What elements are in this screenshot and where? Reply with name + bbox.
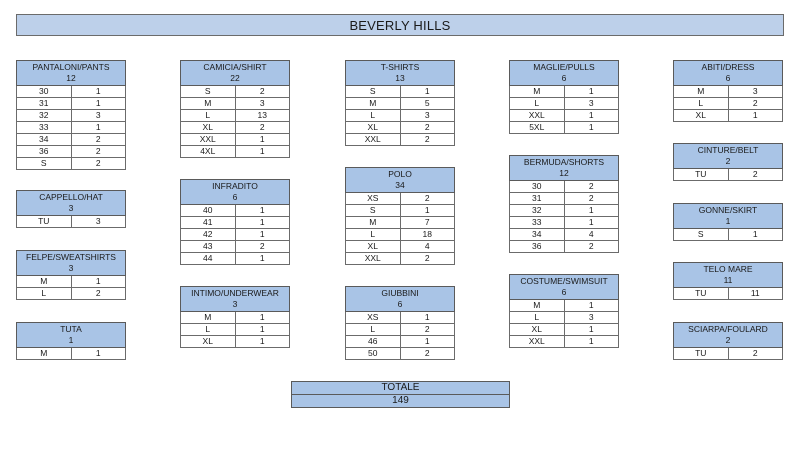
size-cell: 30: [510, 181, 565, 192]
table-row: [16, 288, 126, 300]
quantity-cell: 1: [588, 205, 594, 215]
table-row: [180, 312, 290, 324]
quantity-cell: 1: [752, 110, 758, 120]
table-row: [673, 348, 783, 360]
size-cell: S: [346, 205, 401, 216]
table-row: [16, 122, 126, 134]
size-cell: TU: [674, 348, 729, 359]
size-cell: S: [181, 86, 236, 97]
table-bermuda: [509, 155, 619, 253]
quantity-cell: 2: [424, 348, 430, 358]
table-row: [345, 193, 455, 205]
table-row: [509, 205, 619, 217]
size-cell: M: [346, 98, 401, 109]
table-pantaloni: [16, 60, 126, 170]
table-header: [16, 190, 126, 216]
quantity-cell: 1: [259, 134, 265, 144]
size-cell: L: [674, 98, 729, 109]
category-count: 12: [66, 73, 76, 83]
size-cell: 46: [346, 336, 401, 347]
quantity-cell: 2: [95, 288, 101, 298]
size-cell: XXL: [181, 134, 236, 145]
table-row: [16, 158, 126, 170]
size-cell: TU: [674, 169, 729, 180]
quantity-cell: 1: [95, 122, 101, 132]
table-gonne: [673, 203, 783, 241]
table-row: [345, 134, 455, 146]
table-row: [180, 98, 290, 110]
size-cell: 34: [510, 229, 565, 240]
size-cell: XL: [181, 122, 236, 133]
table-row: [509, 241, 619, 253]
size-cell: L: [346, 110, 401, 121]
quantity-cell: 2: [588, 181, 594, 191]
table-row: [509, 217, 619, 229]
table-row: [345, 205, 455, 217]
quantity-cell: 2: [424, 324, 430, 334]
table-row: [180, 241, 290, 253]
size-cell: 42: [181, 229, 236, 240]
table-abiti: [673, 60, 783, 122]
quantity-cell: 2: [95, 134, 101, 144]
size-cell: XL: [674, 110, 729, 121]
table-header: [16, 322, 126, 348]
quantity-cell: 3: [752, 86, 758, 96]
table-header: [673, 262, 783, 288]
table-header: [673, 60, 783, 86]
quantity-cell: 2: [95, 146, 101, 156]
table-header: [16, 60, 126, 86]
category-name: SCIARPA/FOULARD: [688, 324, 768, 334]
category-name: CAMICIA/SHIRT: [203, 62, 267, 72]
table-row: [345, 348, 455, 360]
size-cell: 36: [510, 241, 565, 252]
quantity-cell: 3: [95, 216, 101, 226]
table-row: [509, 122, 619, 134]
table-row: [673, 288, 783, 300]
category-count: 6: [561, 73, 567, 83]
quantity-cell: 2: [588, 193, 594, 203]
size-cell: XXL: [346, 134, 401, 145]
category-count: 12: [559, 168, 569, 178]
table-row: [16, 216, 126, 228]
size-cell: S: [674, 229, 729, 240]
quantity-cell: 2: [259, 241, 265, 251]
table-row: [509, 300, 619, 312]
quantity-cell: 1: [95, 276, 101, 286]
table-telo: [673, 262, 783, 300]
table-row: [180, 324, 290, 336]
quantity-cell: 2: [95, 158, 101, 168]
total-box: [291, 381, 510, 408]
table-row: [509, 86, 619, 98]
table-header: [509, 155, 619, 181]
size-cell: 4XL: [181, 146, 236, 157]
category-name: TUTA: [60, 324, 82, 334]
quantity-cell: 1: [588, 122, 594, 132]
table-row: [180, 122, 290, 134]
table-row: [509, 336, 619, 348]
size-cell: XXL: [510, 336, 565, 347]
size-cell: 41: [181, 217, 236, 228]
table-row: [345, 86, 455, 98]
category-count: 22: [230, 73, 240, 83]
table-cinture: [673, 143, 783, 181]
size-cell: XL: [346, 241, 401, 252]
size-cell: L: [346, 324, 401, 335]
category-name: INTIMO/UNDERWEAR: [191, 288, 279, 298]
size-cell: 36: [17, 146, 72, 157]
table-row: [673, 86, 783, 98]
quantity-cell: 1: [259, 205, 265, 215]
table-row: [16, 146, 126, 158]
quantity-cell: 11: [750, 288, 760, 298]
table-row: [509, 181, 619, 193]
table-row: [180, 336, 290, 348]
quantity-cell: 2: [424, 193, 430, 203]
table-row: [509, 312, 619, 324]
table-row: [673, 98, 783, 110]
table-row: [509, 98, 619, 110]
size-cell: XL: [346, 122, 401, 133]
quantity-cell: 1: [95, 348, 101, 358]
size-cell: 50: [346, 348, 401, 359]
table-row: [16, 276, 126, 288]
category-name: CINTURE/BELT: [697, 145, 759, 155]
category-name: PANTALONI/PANTS: [32, 62, 110, 72]
quantity-cell: 1: [588, 336, 594, 346]
size-cell: 33: [510, 217, 565, 228]
table-row: [345, 312, 455, 324]
quantity-cell: 2: [752, 169, 758, 179]
table-row: [345, 229, 455, 241]
size-cell: TU: [17, 216, 72, 227]
table-header: [673, 322, 783, 348]
quantity-cell: 3: [424, 110, 430, 120]
size-cell: M: [510, 86, 565, 97]
table-costume: [509, 274, 619, 348]
category-count: 34: [395, 180, 405, 190]
table-header: [509, 60, 619, 86]
table-polo: [345, 167, 455, 265]
size-cell: L: [346, 229, 401, 240]
category-count: 3: [68, 263, 74, 273]
table-infradito: [180, 179, 290, 265]
size-cell: M: [181, 98, 236, 109]
size-cell: L: [510, 312, 565, 323]
quantity-cell: 2: [424, 122, 430, 132]
size-cell: 31: [17, 98, 72, 109]
table-row: [345, 336, 455, 348]
size-cell: M: [674, 86, 729, 97]
table-row: [180, 110, 290, 122]
table-header: [180, 179, 290, 205]
size-cell: 34: [17, 134, 72, 145]
size-cell: M: [17, 348, 72, 359]
quantity-cell: 1: [259, 229, 265, 239]
quantity-cell: 1: [424, 86, 430, 96]
size-cell: XS: [346, 312, 401, 323]
table-row: [673, 229, 783, 241]
size-cell: M: [17, 276, 72, 287]
quantity-cell: 2: [752, 348, 758, 358]
table-row: [180, 146, 290, 158]
table-row: [180, 253, 290, 265]
size-cell: 44: [181, 253, 236, 264]
table-row: [180, 86, 290, 98]
size-cell: L: [181, 324, 236, 335]
quantity-cell: 1: [424, 336, 430, 346]
category-name: T-SHIRTS: [380, 62, 420, 72]
category-name: POLO: [388, 169, 412, 179]
quantity-cell: 4: [588, 229, 594, 239]
table-row: [673, 110, 783, 122]
size-cell: XL: [510, 324, 565, 335]
table-header: [345, 286, 455, 312]
table-header: [509, 274, 619, 300]
category-name: BERMUDA/SHORTS: [523, 157, 605, 167]
quantity-cell: 2: [588, 241, 594, 251]
table-row: [345, 122, 455, 134]
quantity-cell: 2: [752, 98, 758, 108]
size-cell: 32: [17, 110, 72, 121]
table-row: [345, 253, 455, 265]
table-tshirts: [345, 60, 455, 146]
size-cell: 5XL: [510, 122, 565, 133]
category-name: COSTUME/SWIMSUIT: [520, 276, 608, 286]
table-row: [16, 134, 126, 146]
quantity-cell: 18: [422, 229, 432, 239]
table-row: [16, 348, 126, 360]
table-header: [16, 250, 126, 276]
table-header: [180, 286, 290, 312]
size-cell: 30: [17, 86, 72, 97]
size-cell: L: [181, 110, 236, 121]
quantity-cell: 2: [259, 86, 265, 96]
size-cell: 31: [510, 193, 565, 204]
table-tuta: [16, 322, 126, 360]
table-felpe: [16, 250, 126, 300]
quantity-cell: 2: [424, 253, 430, 263]
table-row: [345, 110, 455, 122]
quantity-cell: 1: [588, 217, 594, 227]
table-giubbini: [345, 286, 455, 360]
quantity-cell: 3: [588, 98, 594, 108]
category-count: 3: [68, 203, 74, 213]
table-row: [345, 324, 455, 336]
quantity-cell: 1: [95, 98, 101, 108]
table-maglie: [509, 60, 619, 134]
quantity-cell: 4: [424, 241, 430, 251]
quantity-cell: 1: [259, 253, 265, 263]
quantity-cell: 5: [424, 98, 430, 108]
table-row: [180, 134, 290, 146]
table-row: [180, 205, 290, 217]
quantity-cell: 3: [95, 110, 101, 120]
category-count: 11: [723, 275, 733, 285]
quantity-cell: 3: [259, 98, 265, 108]
category-count: 3: [232, 299, 238, 309]
size-cell: S: [17, 158, 72, 169]
quantity-cell: 13: [257, 110, 267, 120]
quantity-cell: 3: [588, 312, 594, 322]
category-name: FELPE/SWEATSHIRTS: [26, 252, 116, 262]
category-name: MAGLIE/PULLS: [533, 62, 595, 72]
quantity-cell: 2: [424, 134, 430, 144]
category-name: CAPPELLO/HAT: [39, 192, 103, 202]
table-row: [345, 217, 455, 229]
table-header: [673, 143, 783, 169]
table-row: [180, 217, 290, 229]
size-cell: 40: [181, 205, 236, 216]
table-row: [509, 229, 619, 241]
table-header: [345, 60, 455, 86]
quantity-cell: 1: [259, 217, 265, 227]
category-name: GONNE/SKIRT: [698, 205, 758, 215]
category-count: 2: [725, 335, 731, 345]
table-row: [345, 241, 455, 253]
table-intimo: [180, 286, 290, 348]
table-camicia: [180, 60, 290, 158]
total-label: TOTALE: [291, 381, 510, 395]
size-cell: 43: [181, 241, 236, 252]
size-cell: L: [17, 288, 72, 299]
quantity-cell: 1: [588, 300, 594, 310]
category-count: 6: [232, 192, 238, 202]
quantity-cell: 1: [259, 312, 265, 322]
size-cell: M: [510, 300, 565, 311]
table-row: [509, 193, 619, 205]
size-cell: XXL: [510, 110, 565, 121]
quantity-cell: 1: [588, 110, 594, 120]
size-cell: TU: [674, 288, 729, 299]
category-count: 1: [725, 216, 731, 226]
size-cell: M: [181, 312, 236, 323]
size-cell: XXL: [346, 253, 401, 264]
size-cell: S: [346, 86, 401, 97]
category-name: TELO MARE: [703, 264, 753, 274]
quantity-cell: 1: [95, 86, 101, 96]
category-name: GIUBBINI: [381, 288, 419, 298]
table-row: [16, 98, 126, 110]
total-value: 149: [291, 395, 510, 408]
quantity-cell: 1: [259, 336, 265, 346]
quantity-cell: 1: [259, 324, 265, 334]
category-count: 1: [68, 335, 74, 345]
category-count: 6: [561, 287, 567, 297]
table-row: [509, 110, 619, 122]
table-row: [16, 110, 126, 122]
size-cell: XS: [346, 193, 401, 204]
quantity-cell: 1: [424, 205, 430, 215]
quantity-cell: 1: [588, 86, 594, 96]
size-cell: XL: [181, 336, 236, 347]
category-count: 2: [725, 156, 731, 166]
size-cell: M: [346, 217, 401, 228]
quantity-cell: 1: [259, 146, 265, 156]
size-cell: 33: [17, 122, 72, 133]
table-row: [673, 169, 783, 181]
table-header: [345, 167, 455, 193]
quantity-cell: 1: [588, 324, 594, 334]
size-cell: 32: [510, 205, 565, 216]
category-count: 13: [395, 73, 405, 83]
quantity-cell: 2: [259, 122, 265, 132]
table-cappello: [16, 190, 126, 228]
category-count: 6: [725, 73, 731, 83]
category-count: 6: [397, 299, 403, 309]
table-header: [180, 60, 290, 86]
table-row: [509, 324, 619, 336]
size-cell: L: [510, 98, 565, 109]
quantity-cell: 1: [752, 229, 758, 239]
category-name: ABITI/DRESS: [701, 62, 755, 72]
category-name: INFRADITO: [212, 181, 258, 191]
table-row: [180, 229, 290, 241]
table-row: [16, 86, 126, 98]
table-row: [345, 98, 455, 110]
quantity-cell: 7: [424, 217, 430, 227]
page-title: BEVERLY HILLS: [16, 14, 784, 36]
table-header: [673, 203, 783, 229]
quantity-cell: 1: [424, 312, 430, 322]
table-sciarpa: [673, 322, 783, 360]
